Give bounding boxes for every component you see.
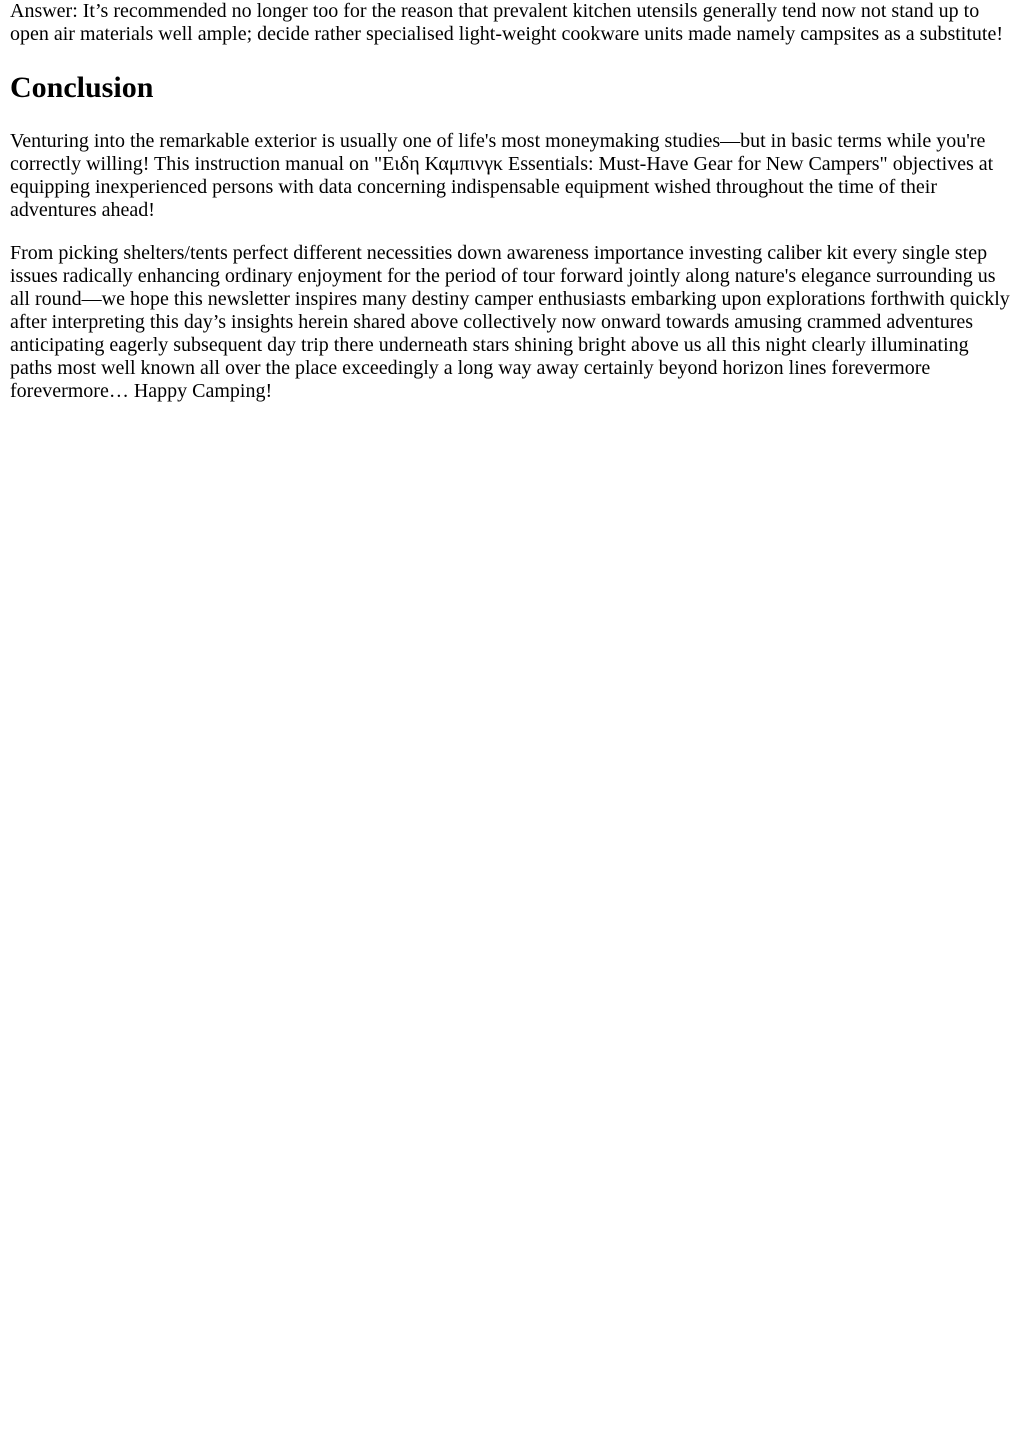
article-body: [0, 0, 1024, 403]
conclusion-paragraph-1: Venturing into the remarkable exterior is usually one of life's most moneymaking studies—but in basic terms while you're correctly willing! This instruction manual on "Ειδη Καμπινγκ Essentials: Must-Have Gear for New Campers" objectives at equipping inexperienced persons with data concerning indispensable equipment wished throughout the time of their adventures ahead!: [10, 130, 994, 221]
conclusion-paragraph-2: From picking shelters/tents perfect different necessities down awareness importance investing caliber kit every single step issues radically enhancing ordinary enjoyment for the period of tour forward jointly along nature's elegance surrounding us all round—we hope this newsletter inspires many destiny camper enthusiasts embarking upon explorations forthwith quickly after interpreting this day’s insights herein shared above collectively now onward towards amusing crammed adventures anticipating eagerly subsequent day trip there underneath stars shining bright above us all this night clearly illuminating paths most well known all over the place exceedingly a long way away certainly beyond horizon lines forevermore forevermore… Happy Camping!: [10, 242, 1010, 402]
answer-paragraph: Answer: It’s recommended no longer too for the reason that prevalent kitchen utensils generally tend now not stand up to open air materials well ample; decide rather specialised light-weight cookware units made namely campsites as a substitute!: [10, 0, 1003, 45]
conclusion-heading: Conclusion: [10, 71, 154, 104]
